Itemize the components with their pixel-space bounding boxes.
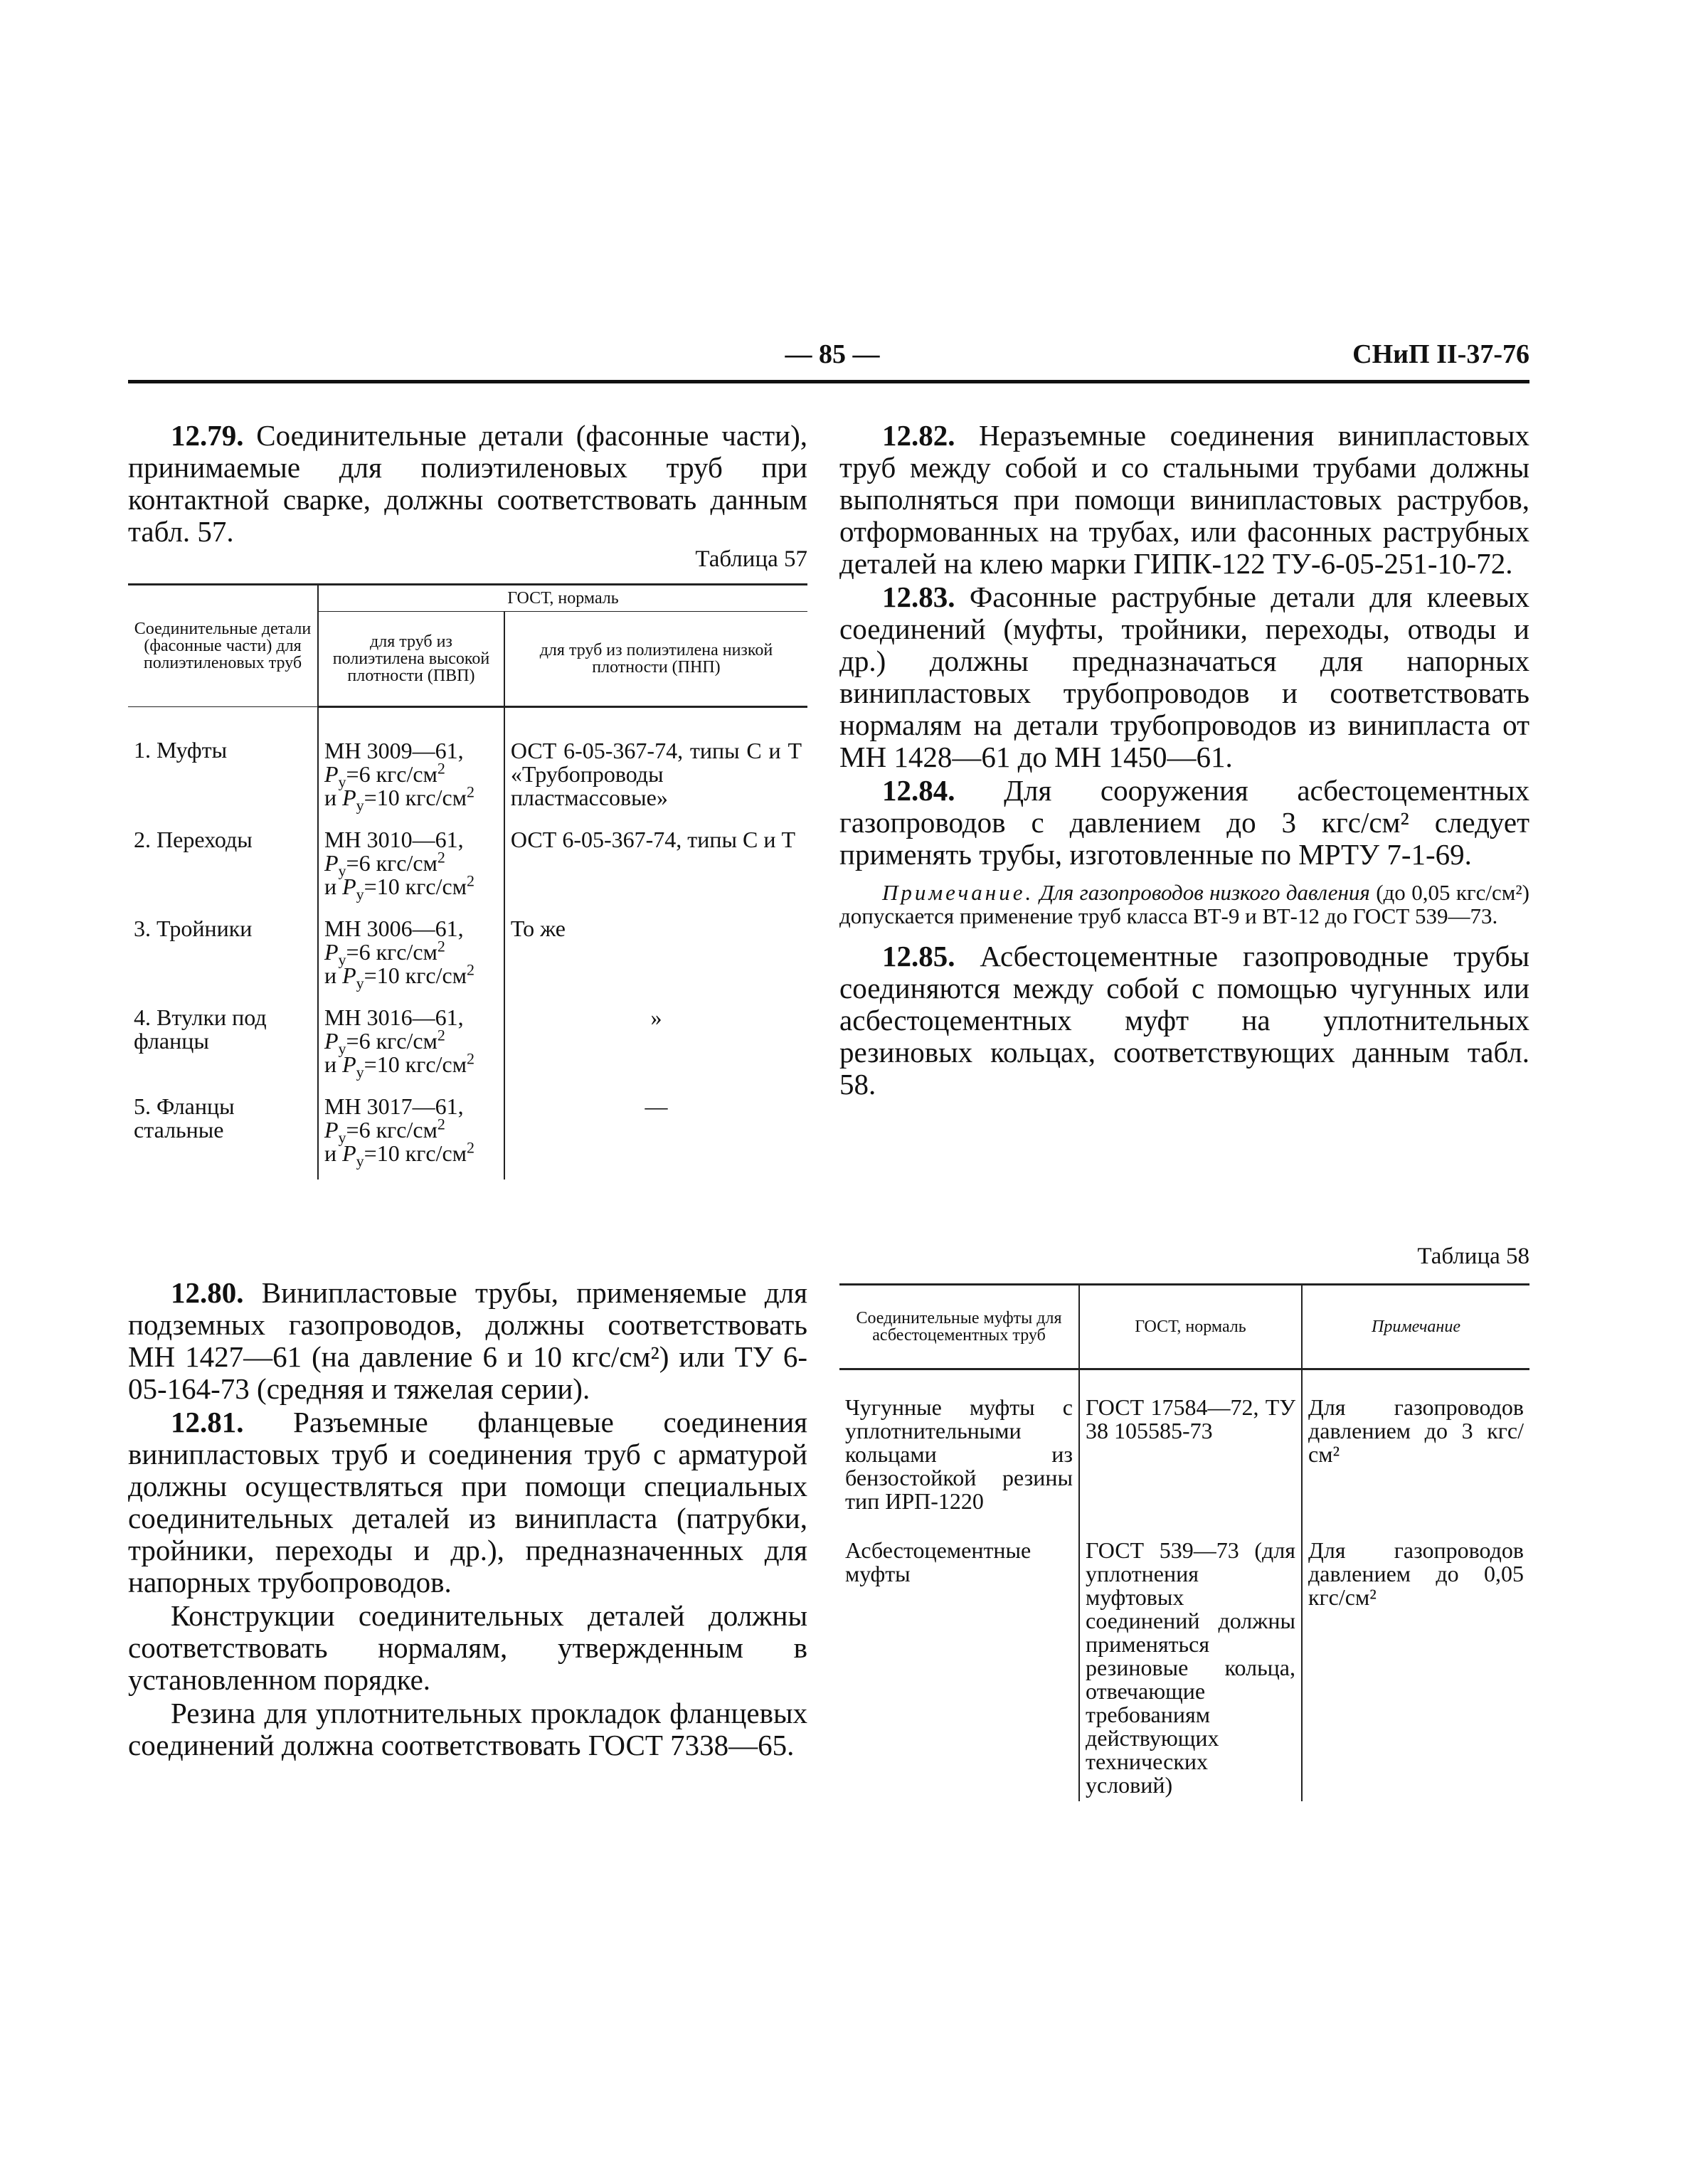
coupling-name: Асбестоцементные муфты [845,1537,1032,1586]
paragraph-text: Винипластовые трубы, применяемые для подземных газопроводов, должны соответствовать МН 1427—61 (на давление 6 и 10 кгс/см²) или ТУ 6-05-164-73 (средняя и тяжелая серии). [128,1276,807,1405]
paragraph-12-85 [839,940,1529,1101]
conjunction: и [324,874,343,899]
header-couplings: Соединительные муфты для асбестоцементных труб [839,1285,1079,1369]
table-row [839,1534,1529,1801]
conjunction: и [324,963,343,988]
header-gost: ГОСТ, нормаль [1079,1285,1302,1369]
unit-square: 2 [466,1049,474,1068]
pressure-value: =10 кгс/см [364,963,467,988]
header-fittings: Соединительные детали (фасонные части) для полиэтиленовых труб [128,585,318,707]
pvp-standard [318,1002,504,1091]
conjunction: и [324,785,343,810]
pressure-subscript: у [356,885,364,903]
pressure-subscript: у [356,974,364,992]
unit-square: 2 [437,848,445,866]
paragraph-12-83 [839,581,1529,773]
table-58-caption: Таблица 58 [1417,1244,1529,1269]
note-text-italic: Для газопроводов низкого давления [1034,880,1370,905]
unit-square: 2 [437,759,445,778]
pvp-standard [318,913,504,1002]
unit-square: 2 [437,937,445,955]
clause-number: 12.84. [882,774,955,807]
unit-square: 2 [466,960,474,979]
pvp-norm: МН 3016—61, [324,1004,464,1030]
pressure-symbol: P [342,963,356,988]
pressure-value: =10 кгс/см [364,874,467,899]
unit-square: 2 [466,783,474,801]
coupling-standard: ГОСТ 539—73 (для уплотнения муфтовых соединений должны применяться резиновые кольца, отвечающие требованиям действующих технических условий) [1079,1534,1302,1801]
table-row [128,1002,807,1091]
note-label: Примечание. [882,880,1034,905]
pnp-standard: — [504,1091,807,1180]
pressure-line [324,1049,498,1081]
paragraph-12-81-c: Резина для уплотнительных прокладок фланцевых соединений должна соответствовать ГОСТ 7338—65. [128,1697,807,1761]
pvp-norm: МН 3017—61, [324,1093,464,1119]
paragraph-12-80 [128,1277,807,1405]
conjunction: и [324,1140,343,1166]
left-column-bottom [128,1277,807,1761]
pressure-value: =10 кгс/см [364,1051,467,1077]
left-column-top [128,420,807,548]
fitting-name: 1. Муфты [134,737,228,763]
pressure-symbol: P [324,1028,339,1054]
pressure-symbol: P [324,1117,339,1143]
table-57 [128,583,807,1180]
coupling-standard: ГОСТ 17584—72, ТУ 38 105585-73 [1079,1369,1302,1535]
pressure-symbol: P [342,1051,356,1077]
pressure-symbol: P [342,874,356,899]
pressure-symbol: P [342,1140,356,1166]
clause-number: 12.85. [882,940,955,972]
header-note: Примечание [1302,1285,1529,1369]
table-header-row [128,585,807,612]
coupling-note: Для газопроводов давлением до 0,05 кгс/см² [1302,1534,1529,1801]
pressure-line [324,783,498,815]
pnp-standard: ОСТ 6-05-367-74, типы С и Т «Трубопроводы пластмассовые» [504,707,807,825]
clause-number: 12.80. [171,1276,244,1309]
right-column [839,420,1529,1101]
table-row [128,1091,807,1180]
fitting-name: 3. Тройники [134,916,253,941]
pvp-norm: МН 3010—61, [324,827,464,852]
pressure-value: =10 кгс/см [364,1140,467,1166]
paragraph-text: Неразъемные соединения винипластовых труб между собой и со стальными трубами должны выполняться при помощи винипластовых раструбов, отформованных на трубах, или фасонных раструбных деталей на клею марки ГИПК-122 ТУ-6-05-251-10-72. [839,419,1529,580]
pressure-subscript: у [356,1152,364,1170]
table-header-row [839,1285,1529,1369]
conjunction: и [324,1051,343,1077]
pressure-value: =10 кгс/см [364,785,467,810]
pressure-subscript: у [338,1128,346,1147]
pressure-subscript: у [338,773,346,791]
table-row [839,1369,1529,1535]
pnp-standard: » [504,1002,807,1091]
header-gost: ГОСТ, нормаль [318,585,807,612]
paragraph-12-84 [839,775,1529,871]
table-row [128,824,807,913]
note [839,881,1529,928]
paragraph-text: Для сооружения асбестоцементных газопроводов с давлением до 3 кгс/см² следует применять трубы, изготовленные по МРТУ 7-1-69. [839,774,1529,871]
table-57-caption: Таблица 57 [695,546,807,572]
unit-square: 2 [466,1138,474,1157]
header-pnp: для труб из полиэтилена низкой плотности (ПНП) [504,612,807,707]
pressure-symbol: P [324,761,339,787]
fitting-name: 5. Фланцы стальные [134,1093,235,1143]
pressure-value: =6 кгс/см [346,939,438,965]
note-text: (до 0,05 кгс/см²) допускается применение труб класса ВТ-9 и ВТ-12 до ГОСТ 539—73. [839,880,1529,928]
unit-square: 2 [437,1026,445,1044]
pvp-standard [318,824,504,913]
paragraph-text: Фасонные раструбные детали для клеевых соединений (муфты, тройники, переходы, отводы и др.) должны предназначаться для напорных винипластовых трубопроводов и соответствовать нормалям на детали трубопроводов из винипласта от МН 1428—61 до МН 1450—61. [839,581,1529,773]
pvp-standard [318,707,504,825]
coupling-note: Для газопроводов давлением до 3 кгс/см² [1302,1369,1529,1535]
paragraph-12-81 [128,1406,807,1599]
pressure-subscript: у [356,1063,364,1081]
clause-number: 12.79. [171,419,244,452]
paragraph-12-79 [128,420,807,548]
coupling-name: Чугунные муфты с уплотнительными кольцами из бензостойкой резины тип ИРП-1220 [845,1394,1073,1514]
clause-number: 12.82. [882,419,955,452]
paragraph-text: Разъемные фланцевые соединения винипластовых труб и соединения труб с арматурой должны осуществляться при помощи специальных соединительных деталей из винипласта (патрубки, тройники, переходы и др.), предназначенных для напорных трубопроводов. [128,1406,807,1599]
clause-number: 12.83. [882,581,955,613]
pressure-subscript: у [356,796,364,815]
pvp-norm: МН 3006—61, [324,916,464,941]
pressure-line [324,960,498,992]
document-code: СНиП II-37-76 [1352,339,1529,369]
header-rule [128,380,1529,383]
unit-square: 2 [466,871,474,890]
pnp-standard: ОСТ 6-05-367-74, типы С и Т [504,824,807,913]
fitting-name: 2. Переходы [134,827,253,852]
unit-square: 2 [437,1115,445,1133]
clause-number: 12.81. [171,1406,244,1438]
pressure-value: =6 кгс/см [346,1028,438,1054]
table-row [128,707,807,825]
paragraph-12-81-b: Конструкции соединительных деталей должны соответствовать нормалям, утвержденным в установленном порядке. [128,1599,807,1696]
paragraph-text: Асбестоцементные газопроводные трубы соединяются между собой с помощью чугунных или асбестоцементных муфт на уплотнительных резиновых кольцах, соответствующих данным табл. 58. [839,940,1529,1101]
table-58 [839,1283,1529,1801]
pressure-subscript: у [338,1039,346,1058]
pressure-value: =6 кгс/см [346,761,438,787]
pvp-norm: МН 3009—61, [324,738,464,763]
paragraph-text: Соединительные детали (фасонные части), принимаемые для полиэтиленовых труб при контактной сварке, должны соответствовать данным табл. 57. [128,419,807,548]
pressure-value: =6 кгс/см [346,850,438,876]
table-row [128,913,807,1002]
pressure-line [324,871,498,903]
pressure-symbol: P [324,939,339,965]
pressure-value: =6 кгс/см [346,1117,438,1143]
pvp-standard [318,1091,504,1180]
fitting-name: 4. Втулки под фланцы [134,1004,267,1054]
page-number: — 85 — [785,339,880,369]
pnp-standard: То же [504,913,807,1002]
pressure-symbol: P [342,785,356,810]
pressure-subscript: у [338,862,346,880]
pressure-symbol: P [324,850,339,876]
header-pvp: для труб из полиэтилена высокой плотности (ПВП) [318,612,504,707]
pressure-line [324,1138,498,1170]
paragraph-12-82 [839,420,1529,580]
pressure-subscript: у [338,950,346,969]
